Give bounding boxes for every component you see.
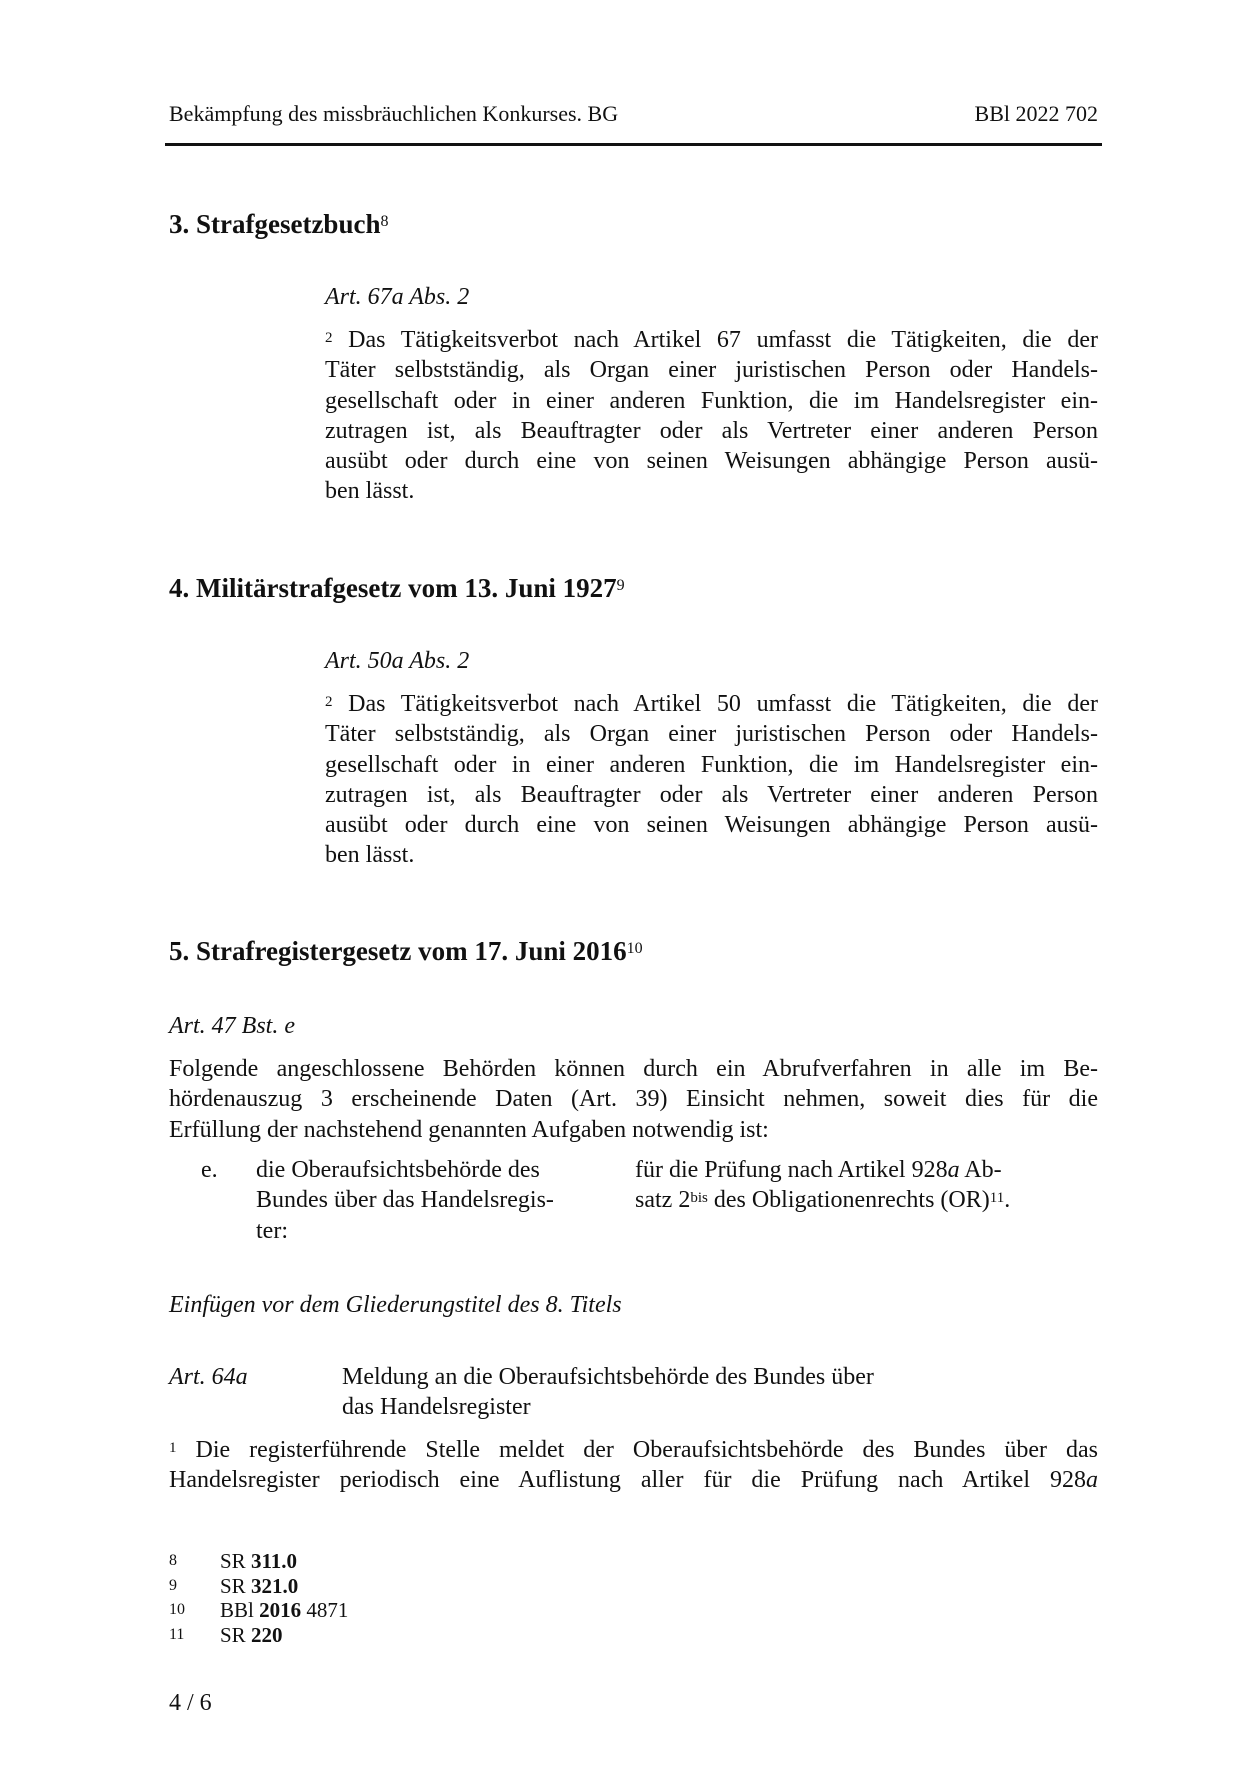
- superscript: bis: [690, 1190, 708, 1207]
- text: 4871: [301, 1598, 349, 1623]
- list-item-authority: [256, 1155, 596, 1246]
- text-line: ausübt oder durch eine von seinen Weisungen abhängige Person ausü-: [325, 812, 1098, 839]
- text-line: Meldung an die Oberaufsichtsbehörde des Bundes über: [342, 1364, 874, 1390]
- footnotes: [169, 1549, 569, 1649]
- text: satz 2: [635, 1187, 691, 1214]
- paragraph-number: 2: [325, 330, 333, 346]
- text: Ab-: [959, 1157, 1002, 1183]
- text-line: ben lässt.: [325, 478, 415, 505]
- text-line: Das Tätigkeitsverbot nach Artikel 67 umfasst die Tätigkeiten, die der: [348, 327, 1098, 353]
- text: 321.0: [250, 1573, 299, 1598]
- text-line: zutragen ist, als Beauftragter oder als Vertreter einer anderen Person: [325, 781, 1098, 808]
- text-line: Bundes über das Handelsregis-: [256, 1187, 554, 1214]
- article-label: Art. 64a: [169, 1364, 248, 1390]
- text-line: Täter selbstständig, als Organ einer juristischen Person oder Handels-: [325, 357, 1098, 384]
- footnote-ref[interactable]: 10: [626, 940, 643, 957]
- text-line: Handelsregister periodisch eine Auflistung aller für die Prüfung nach Artikel 928: [169, 1467, 1086, 1494]
- article-paragraph: [169, 1435, 1098, 1496]
- footnote-ref[interactable]: 11: [989, 1190, 1005, 1207]
- article-paragraph: [169, 1054, 1098, 1145]
- text-line: ter:: [256, 1217, 288, 1244]
- running-header-reference: BBl 2022 702: [974, 101, 1098, 126]
- article-label: Art. 47 Bst. e: [169, 1013, 295, 1039]
- text-line: ausübt oder durch eine von seinen Weisungen abhängige Person ausü-: [325, 448, 1098, 475]
- text: 220: [250, 1623, 283, 1648]
- text: .: [1004, 1187, 1011, 1214]
- text-line: hördenauszug 3 erscheinende Daten (Art. 39) Einsicht nehmen, soweit dies für die: [169, 1086, 1098, 1113]
- text: a: [1086, 1467, 1098, 1494]
- section-heading-4: [169, 571, 625, 605]
- text: für die Prüfung nach Artikel 928: [635, 1157, 948, 1183]
- section-heading-5: [169, 934, 643, 968]
- page-number: 4 / 6: [169, 1690, 212, 1716]
- text: des Obligationenrechts (OR): [707, 1187, 990, 1214]
- text-line: Das Tätigkeitsverbot nach Artikel 50 umfasst die Tätigkeiten, die der: [348, 691, 1098, 717]
- paragraph-number: 1: [169, 1440, 177, 1456]
- heading-text: 3. Strafgesetzbuch: [169, 209, 381, 239]
- text-line: Erfüllung der nachstehend genannten Aufgaben notwendig ist:: [169, 1116, 769, 1143]
- footnote-ref[interactable]: 8: [380, 213, 389, 230]
- footnote-number: 11: [169, 1626, 185, 1644]
- text-line: das Handelsregister: [342, 1394, 531, 1421]
- article-paragraph: [325, 689, 1098, 871]
- text-line: gesellschaft oder in einer anderen Funktion, die im Handelsregister ein-: [325, 387, 1098, 414]
- heading-text: 5. Strafregistergesetz vom 17. Juni 2016: [169, 936, 627, 966]
- text: SR: [220, 1623, 251, 1648]
- running-header-title: Bekämpfung des missbräuchlichen Konkurses. BG: [169, 101, 619, 126]
- article-label: Art. 50a Abs. 2: [325, 648, 470, 674]
- text-line: zutragen ist, als Beauftragter oder als Vertreter einer anderen Person: [325, 417, 1098, 444]
- footnote-number: 9: [169, 1576, 177, 1594]
- text: 311.0: [250, 1549, 298, 1573]
- text: BBl: [220, 1598, 260, 1623]
- list-item-purpose: [635, 1155, 1010, 1216]
- article-paragraph: [325, 325, 1098, 507]
- text: SR: [220, 1549, 251, 1573]
- text-line: Folgende angeschlossene Behörden können durch ein Abrufverfahren in alle im Be-: [169, 1056, 1098, 1082]
- article-label: Art. 67a Abs. 2: [325, 284, 470, 310]
- text: 2016: [259, 1598, 302, 1623]
- text-line: die Oberaufsichtsbehörde des: [256, 1157, 540, 1183]
- footnote-ref[interactable]: 9: [616, 577, 625, 594]
- text: a: [947, 1157, 960, 1183]
- header-rule: [165, 143, 1102, 146]
- footnote-number: 8: [169, 1552, 177, 1569]
- text-line: ben lässt.: [325, 842, 415, 869]
- paragraph-number: 2: [325, 694, 333, 710]
- footnote-number: 10: [169, 1601, 185, 1619]
- text-line: Täter selbstständig, als Organ einer juristischen Person oder Handels-: [325, 721, 1098, 748]
- article-title: [342, 1362, 874, 1423]
- insert-instruction: Einfügen vor dem Gliederungstitel des 8. Titels: [169, 1292, 622, 1318]
- text-line: Die registerführende Stelle meldet der Oberaufsichtsbehörde des Bundes über das: [195, 1437, 1099, 1463]
- heading-text: 4. Militärstrafgesetz vom 13. Juni 1927: [169, 573, 617, 603]
- list-item-letter: e.: [201, 1157, 218, 1183]
- text: SR: [220, 1573, 251, 1598]
- text-line: gesellschaft oder in einer anderen Funktion, die im Handelsregister ein-: [325, 751, 1098, 778]
- section-heading-3: [169, 207, 388, 241]
